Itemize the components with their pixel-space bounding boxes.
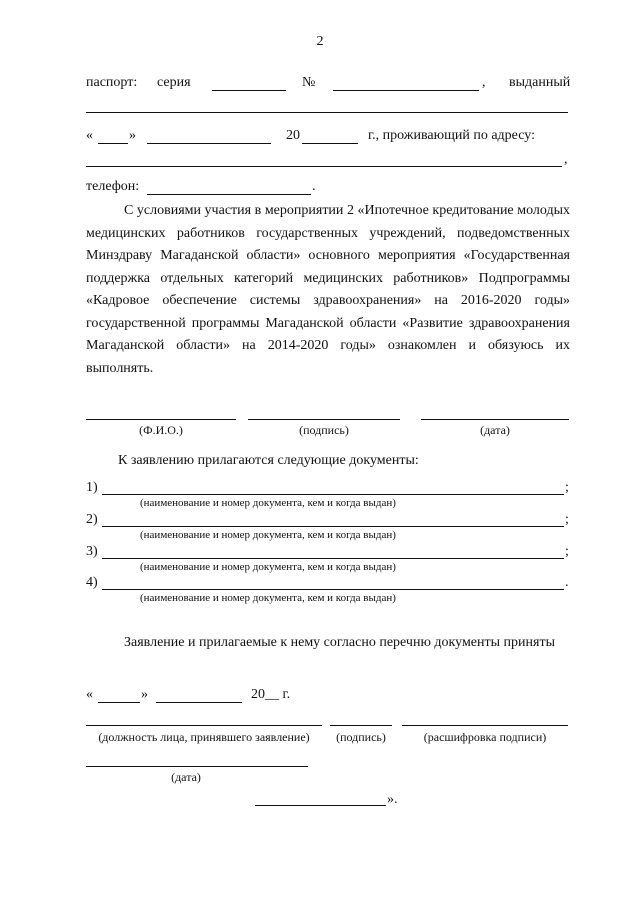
passport-issued-by-field[interactable] (86, 112, 568, 113)
official-position-caption: (должность лица, принявшего заявление) (98, 730, 310, 744)
attachment-2-end: ; (565, 512, 569, 527)
signature-caption: (подпись) (299, 423, 349, 437)
attachment-1-number: 1) (86, 480, 98, 495)
attachment-4-caption: (наименование и номер документа, кем и когда выдан) (140, 592, 396, 604)
attachment-3-field[interactable] (102, 558, 564, 559)
passport-label: паспорт: (86, 75, 138, 90)
official-signature-field[interactable] (330, 725, 392, 726)
attachment-2-field[interactable] (102, 526, 564, 527)
phone-label: телефон: (86, 179, 140, 194)
official-position-field[interactable] (86, 725, 322, 726)
phone-end: . (312, 179, 316, 194)
passport-number-field[interactable] (333, 90, 479, 91)
passport-comma: , (482, 75, 486, 90)
issue-date-close-quote: » (129, 128, 136, 143)
attachment-4-end: . (565, 575, 569, 590)
page-number: 2 (316, 34, 324, 49)
consent-paragraph (86, 200, 570, 380)
issue-month-field[interactable] (147, 143, 271, 144)
address-comma: , (564, 152, 568, 167)
attachment-3-number: 3) (86, 544, 98, 559)
passport-issued-label: выданный (509, 75, 571, 90)
issue-date-open-quote: « (86, 128, 93, 143)
closing-mark: ». (387, 792, 398, 807)
attachment-2-number: 2) (86, 512, 98, 527)
address-field[interactable] (86, 166, 562, 167)
attachment-3-caption: (наименование и номер документа, кем и когда выдан) (140, 561, 396, 573)
issue-year-field[interactable] (302, 143, 358, 144)
accepted-paragraph (86, 630, 570, 656)
passport-series-label: серия (157, 75, 191, 90)
official-decoding-caption: (расшифровка подписи) (423, 730, 547, 744)
accepted-date-open-quote: « (86, 687, 93, 702)
date-caption: (дата) (480, 423, 510, 437)
fio-caption: (Ф.И.О.) (139, 423, 183, 437)
attachment-4-field[interactable] (102, 589, 564, 590)
signature-field[interactable] (248, 419, 400, 420)
passport-number-sign: № (302, 75, 316, 90)
consent-text: С условиями участия в мероприятии 2 «Ипотечное кредитование молодых медицинских работников государственных учреждений, подведомственных Минздраву Магаданской области» основного мероприятия «Государственная поддержка отдельных категорий медицинских работников» Подпрограммы «Кадровое обеспечение системы здравоохранения» на 2016-2020 годы» государственной программы Магаданской области «Развитие здравоохранения Магаданской области» на 2014-2020 годы» ознакомлен и обязуюсь их выполнять. (86, 203, 570, 376)
phone-field[interactable] (147, 194, 311, 195)
residence-label: г., проживающий по адресу: (368, 128, 535, 143)
attachment-1-field[interactable] (102, 494, 564, 495)
attachment-4-number: 4) (86, 575, 98, 590)
date-field[interactable] (421, 419, 569, 420)
issue-year-prefix: 20 (286, 128, 300, 143)
passport-series-field[interactable] (212, 90, 286, 91)
fio-field[interactable] (86, 419, 236, 420)
accepted-year: 20__ г. (251, 687, 291, 702)
closing-field[interactable] (255, 805, 386, 806)
issue-day-field[interactable] (98, 143, 128, 144)
accepted-full-date-field[interactable] (86, 766, 308, 767)
accepted-day-field[interactable] (98, 702, 140, 703)
attachment-2-caption: (наименование и номер документа, кем и когда выдан) (140, 529, 396, 541)
accepted-month-field[interactable] (156, 702, 242, 703)
official-decoding-field[interactable] (402, 725, 568, 726)
attachment-1-end: ; (565, 480, 569, 495)
attachment-3-end: ; (565, 544, 569, 559)
accepted-text: Заявление и прилагаемые к нему согласно перечню документы приняты (124, 635, 555, 650)
attachment-1-caption: (наименование и номер документа, кем и когда выдан) (140, 497, 396, 509)
official-signature-caption: (подпись) (336, 730, 386, 744)
attachments-heading: К заявлению прилагаются следующие документы: (118, 453, 419, 468)
accepted-date-caption: (дата) (171, 770, 201, 784)
accepted-date-close-quote: » (141, 687, 148, 702)
